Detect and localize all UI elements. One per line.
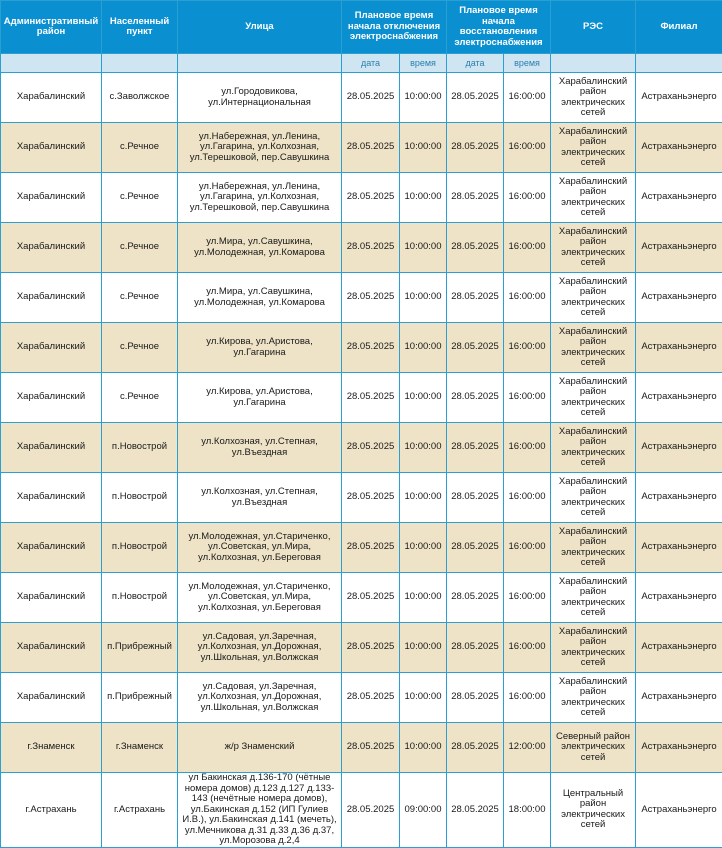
table-row [1, 723, 722, 773]
cell-res: Харабалинский район электрических сетей [551, 523, 636, 573]
cell-settlement: п.Новострой [102, 573, 178, 623]
cell-branch: Астраханьэнерго [636, 673, 722, 723]
cell-branch: Астраханьэнерго [636, 473, 722, 523]
cell-off-date: 28.05.2025 [342, 223, 400, 273]
cell-district: Харабалинский [1, 573, 102, 623]
cell-settlement: п.Прибрежный [102, 673, 178, 723]
cell-off-date: 28.05.2025 [342, 773, 400, 848]
table-row [1, 773, 722, 848]
cell-district: Харабалинский [1, 523, 102, 573]
cell-off-time: 10:00:00 [400, 473, 447, 523]
cell-on-time: 18:00:00 [504, 773, 551, 848]
cell-street: ул.Колхозная, ул.Степная, ул.Въездная [178, 473, 342, 523]
cell-street: ул Бакинская д.136-170 (чётные номера домов) д.123 д.127 д.133-143 (нечётные номера домов), ул.Бакинская д.152 (ИП Гулиев И.В.), ул.Бакинская д.141 (мечеть), ул.Мечникова д.31 д.33 д.36 д.37, ул.Морозова д.2,4 [178, 773, 342, 848]
table-row [1, 223, 722, 273]
cell-district: Харабалинский [1, 173, 102, 223]
cell-on-time: 16:00:00 [504, 73, 551, 123]
subheader-empty [178, 54, 342, 73]
cell-district: Харабалинский [1, 323, 102, 373]
cell-on-date: 28.05.2025 [447, 773, 504, 848]
cell-res: Харабалинский район электрических сетей [551, 323, 636, 373]
cell-on-time: 16:00:00 [504, 423, 551, 473]
cell-res: Харабалинский район электрических сетей [551, 223, 636, 273]
subheader-off-time: время [400, 54, 447, 73]
table-row [1, 473, 722, 523]
cell-off-date: 28.05.2025 [342, 473, 400, 523]
cell-off-time: 10:00:00 [400, 523, 447, 573]
table-header [1, 1, 722, 73]
cell-district: Харабалинский [1, 473, 102, 523]
cell-on-date: 28.05.2025 [447, 323, 504, 373]
cell-district: Харабалинский [1, 423, 102, 473]
table-row [1, 573, 722, 623]
cell-district: Харабалинский [1, 273, 102, 323]
cell-on-date: 28.05.2025 [447, 523, 504, 573]
cell-settlement: с.Речное [102, 323, 178, 373]
cell-street: ул.Колхозная, ул.Степная, ул.Въездная [178, 423, 342, 473]
cell-street: ул.Городовикова, ул.Интернациональная [178, 73, 342, 123]
subheader-off-date: дата [342, 54, 400, 73]
cell-settlement: с.Речное [102, 173, 178, 223]
cell-res: Харабалинский район электрических сетей [551, 623, 636, 673]
cell-branch: Астраханьэнерго [636, 523, 722, 573]
table-row [1, 273, 722, 323]
subheader-on-time: время [504, 54, 551, 73]
cell-settlement: п.Новострой [102, 423, 178, 473]
cell-branch: Астраханьэнерго [636, 373, 722, 423]
cell-off-time: 10:00:00 [400, 123, 447, 173]
cell-on-date: 28.05.2025 [447, 273, 504, 323]
cell-on-time: 16:00:00 [504, 573, 551, 623]
cell-street: ул.Набережная, ул.Ленина, ул.Гагарина, ул.Колхозная, ул.Терешковой, пер.Савушкина [178, 123, 342, 173]
cell-off-time: 10:00:00 [400, 273, 447, 323]
cell-street: ул.Мира, ул.Савушкина, ул.Молодежная, ул.Комарова [178, 223, 342, 273]
cell-res: Северный район электрических сетей [551, 723, 636, 773]
cell-off-time: 10:00:00 [400, 423, 447, 473]
cell-res: Харабалинский район электрических сетей [551, 173, 636, 223]
cell-on-date: 28.05.2025 [447, 173, 504, 223]
table-row [1, 173, 722, 223]
cell-off-date: 28.05.2025 [342, 523, 400, 573]
subheader-empty [102, 54, 178, 73]
cell-off-date: 28.05.2025 [342, 323, 400, 373]
table-row [1, 123, 722, 173]
cell-res: Харабалинский район электрических сетей [551, 73, 636, 123]
cell-branch: Астраханьэнерго [636, 123, 722, 173]
cell-district: Харабалинский [1, 373, 102, 423]
cell-on-date: 28.05.2025 [447, 373, 504, 423]
cell-branch: Астраханьэнерго [636, 223, 722, 273]
header-settlement: Населенный пункт [102, 1, 178, 54]
cell-street: ул.Набережная, ул.Ленина, ул.Гагарина, ул.Колхозная, ул.Терешковой, пер.Савушкина [178, 173, 342, 223]
cell-off-time: 10:00:00 [400, 323, 447, 373]
cell-off-time: 10:00:00 [400, 373, 447, 423]
cell-on-time: 16:00:00 [504, 223, 551, 273]
cell-off-time: 10:00:00 [400, 673, 447, 723]
cell-street: ул.Молодежная, ул.Стариченко, ул.Советская, ул.Мира, ул.Колхозная, ул.Береговая [178, 523, 342, 573]
cell-settlement: с.Заволжское [102, 73, 178, 123]
cell-on-time: 16:00:00 [504, 173, 551, 223]
cell-branch: Астраханьэнерго [636, 73, 722, 123]
cell-off-date: 28.05.2025 [342, 623, 400, 673]
cell-off-time: 10:00:00 [400, 573, 447, 623]
cell-on-date: 28.05.2025 [447, 623, 504, 673]
cell-district: г.Знаменск [1, 723, 102, 773]
header-restore-time: Плановое время начала восстановления электроснабжения [447, 1, 551, 54]
cell-off-time: 09:00:00 [400, 773, 447, 848]
cell-settlement: с.Речное [102, 273, 178, 323]
cell-district: Харабалинский [1, 73, 102, 123]
table-body [1, 73, 722, 848]
cell-street: ул.Кирова, ул.Аристова, ул.Гагарина [178, 323, 342, 373]
cell-settlement: п.Новострой [102, 473, 178, 523]
cell-off-time: 10:00:00 [400, 723, 447, 773]
cell-street: ул.Кирова, ул.Аристова, ул.Гагарина [178, 373, 342, 423]
cell-res: Харабалинский район электрических сетей [551, 573, 636, 623]
cell-res: Центральный район электрических сетей [551, 773, 636, 848]
cell-settlement: с.Речное [102, 223, 178, 273]
cell-on-time: 16:00:00 [504, 523, 551, 573]
cell-off-date: 28.05.2025 [342, 723, 400, 773]
subheader-empty [636, 54, 722, 73]
cell-on-time: 16:00:00 [504, 123, 551, 173]
cell-res: Харабалинский район электрических сетей [551, 473, 636, 523]
subheader-on-date: дата [447, 54, 504, 73]
cell-off-time: 10:00:00 [400, 73, 447, 123]
subheader-empty [1, 54, 102, 73]
cell-settlement: г.Астрахань [102, 773, 178, 848]
cell-on-time: 16:00:00 [504, 323, 551, 373]
cell-district: Харабалинский [1, 223, 102, 273]
cell-branch: Астраханьэнерго [636, 623, 722, 673]
cell-settlement: с.Речное [102, 373, 178, 423]
cell-on-date: 28.05.2025 [447, 73, 504, 123]
table-row [1, 523, 722, 573]
cell-off-date: 28.05.2025 [342, 173, 400, 223]
cell-res: Харабалинский район электрических сетей [551, 273, 636, 323]
table-row [1, 373, 722, 423]
cell-branch: Астраханьэнерго [636, 423, 722, 473]
cell-on-date: 28.05.2025 [447, 123, 504, 173]
cell-on-date: 28.05.2025 [447, 723, 504, 773]
cell-off-date: 28.05.2025 [342, 373, 400, 423]
cell-branch: Астраханьэнерго [636, 273, 722, 323]
cell-on-time: 16:00:00 [504, 373, 551, 423]
cell-settlement: п.Прибрежный [102, 623, 178, 673]
cell-res: Харабалинский район электрических сетей [551, 673, 636, 723]
cell-res: Харабалинский район электрических сетей [551, 423, 636, 473]
table-row [1, 323, 722, 373]
cell-street: ул.Садовая, ул.Заречная, ул.Колхозная, ул.Дорожная, ул.Школьная, ул.Волжская [178, 673, 342, 723]
cell-on-date: 28.05.2025 [447, 673, 504, 723]
cell-street: ул.Молодежная, ул.Стариченко, ул.Советская, ул.Мира, ул.Колхозная, ул.Береговая [178, 573, 342, 623]
cell-on-date: 28.05.2025 [447, 423, 504, 473]
cell-settlement: с.Речное [102, 123, 178, 173]
cell-res: Харабалинский район электрических сетей [551, 373, 636, 423]
cell-off-date: 28.05.2025 [342, 273, 400, 323]
table-row [1, 423, 722, 473]
cell-on-date: 28.05.2025 [447, 223, 504, 273]
subheader-empty [551, 54, 636, 73]
cell-district: Харабалинский [1, 123, 102, 173]
cell-off-time: 10:00:00 [400, 623, 447, 673]
cell-district: Харабалинский [1, 623, 102, 673]
cell-district: г.Астрахань [1, 773, 102, 848]
cell-res: Харабалинский район электрических сетей [551, 123, 636, 173]
cell-branch: Астраханьэнерго [636, 323, 722, 373]
cell-off-date: 28.05.2025 [342, 73, 400, 123]
header-res: РЭС [551, 1, 636, 54]
cell-branch: Астраханьэнерго [636, 773, 722, 848]
cell-branch: Астраханьэнерго [636, 723, 722, 773]
cell-street: ж/р Знаменский [178, 723, 342, 773]
cell-off-time: 10:00:00 [400, 223, 447, 273]
header-off-time: Плановое время начала отключения электроснабжения [342, 1, 447, 54]
cell-street: ул.Садовая, ул.Заречная, ул.Колхозная, ул.Дорожная, ул.Школьная, ул.Волжская [178, 623, 342, 673]
cell-branch: Астраханьэнерго [636, 573, 722, 623]
cell-settlement: п.Новострой [102, 523, 178, 573]
cell-on-date: 28.05.2025 [447, 573, 504, 623]
cell-on-time: 12:00:00 [504, 723, 551, 773]
cell-off-date: 28.05.2025 [342, 673, 400, 723]
cell-off-date: 28.05.2025 [342, 573, 400, 623]
cell-branch: Астраханьэнерго [636, 173, 722, 223]
table-row [1, 73, 722, 123]
cell-street: ул.Мира, ул.Савушкина, ул.Молодежная, ул.Комарова [178, 273, 342, 323]
table-row [1, 673, 722, 723]
cell-on-time: 16:00:00 [504, 623, 551, 673]
cell-settlement: г.Знаменск [102, 723, 178, 773]
cell-off-date: 28.05.2025 [342, 423, 400, 473]
cell-on-date: 28.05.2025 [447, 473, 504, 523]
cell-off-date: 28.05.2025 [342, 123, 400, 173]
cell-district: Харабалинский [1, 673, 102, 723]
cell-off-time: 10:00:00 [400, 173, 447, 223]
table-row [1, 623, 722, 673]
header-branch: Филиал [636, 1, 722, 54]
header-street: Улица [178, 1, 342, 54]
cell-on-time: 16:00:00 [504, 673, 551, 723]
header-district: Административный район [1, 1, 102, 54]
cell-on-time: 16:00:00 [504, 473, 551, 523]
cell-on-time: 16:00:00 [504, 273, 551, 323]
